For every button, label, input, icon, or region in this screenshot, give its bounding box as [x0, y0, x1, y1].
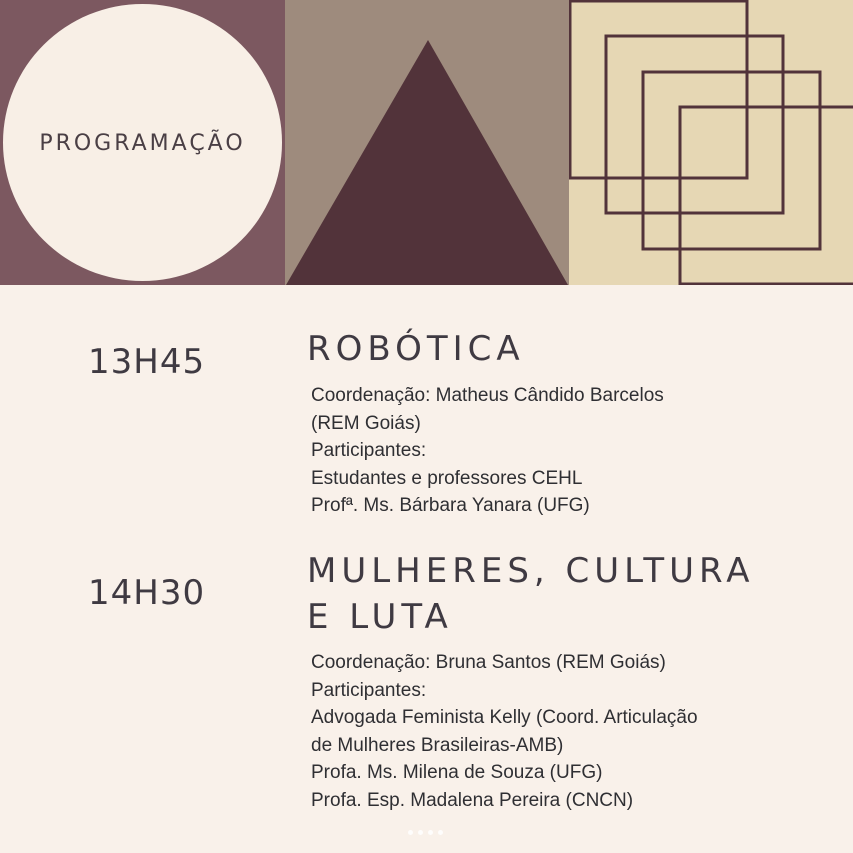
- triangle-panel: [285, 0, 569, 285]
- session-title-line: MULHERES, CULTURA: [307, 551, 755, 591]
- participant-line: Estudantes e professores CEHL: [311, 467, 583, 489]
- header-band: [0, 0, 853, 285]
- carousel-dot[interactable]: [418, 830, 423, 835]
- session-time-1: 13H45: [88, 342, 206, 382]
- session-time-2: 14H30: [88, 573, 206, 613]
- session-details-1: [311, 382, 841, 520]
- coordination-affiliation: (REM Goiás): [311, 412, 421, 434]
- session-title-line: E LUTA: [307, 597, 453, 637]
- participant-line: Profa. Ms. Milena de Souza (UFG): [311, 762, 603, 783]
- carousel-dots: [408, 830, 443, 835]
- squares-panel: [569, 0, 853, 285]
- participant-line: Profa. Esp. Madalena Pereira (CNCN): [311, 789, 634, 811]
- participant-line: Profª. Ms. Bárbara Yanara (UFG): [311, 495, 590, 516]
- page-title: PROGRAMAÇÃO: [39, 131, 246, 156]
- session-title-robotica: ROBÓTICA: [307, 329, 525, 369]
- carousel-dot[interactable]: [408, 830, 413, 835]
- carousel-dot[interactable]: [428, 830, 433, 835]
- participants-label: Participantes:: [311, 440, 427, 461]
- title-circle: [3, 4, 282, 281]
- participant-line: de Mulheres Brasileiras-AMB): [311, 734, 564, 756]
- session-title-mulheres: [307, 548, 827, 640]
- nested-squares-shape: [569, 0, 853, 285]
- coordination-line: Coordenação: Matheus Cândido Barcelos: [311, 385, 664, 406]
- mauve-panel: [0, 0, 285, 285]
- triangle-shape: [285, 0, 569, 285]
- participants-label: Participantes:: [311, 679, 427, 701]
- session-details-2: [311, 649, 841, 814]
- carousel-dot[interactable]: [438, 830, 443, 835]
- participant-line: Advogada Feminista Kelly (Coord. Articulação: [311, 707, 698, 728]
- coordination-line: Coordenação: Bruna Santos (REM Goiás): [311, 652, 666, 673]
